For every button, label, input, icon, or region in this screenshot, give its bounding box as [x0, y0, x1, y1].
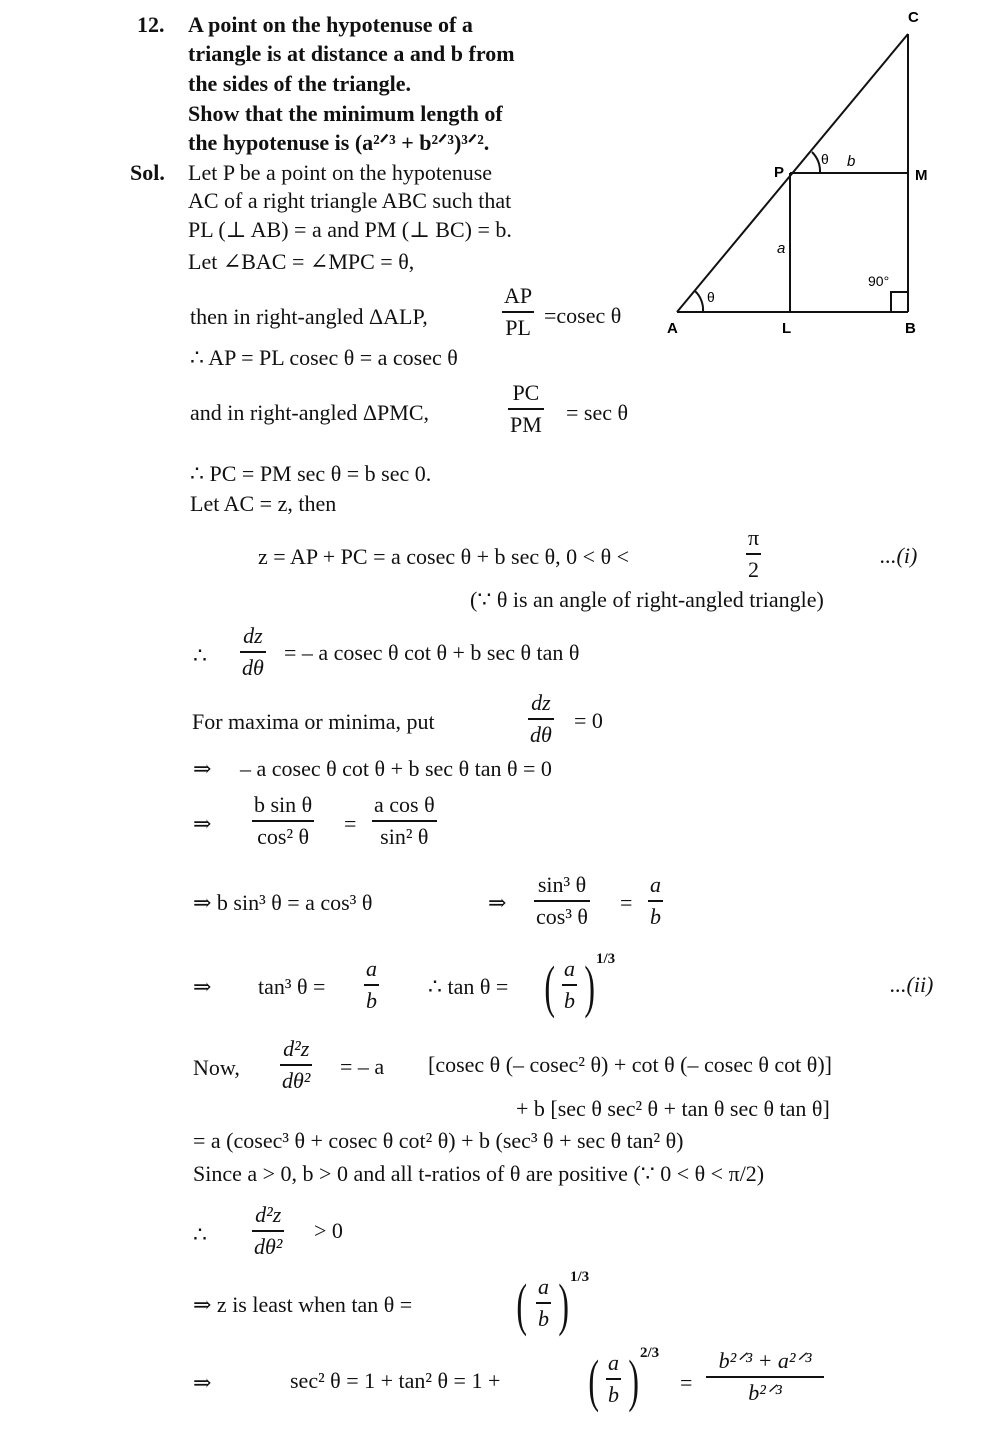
greater-than-zero: > 0	[314, 1218, 343, 1243]
d2z-dtheta2	[280, 1036, 312, 1094]
problem-line-1: A point on the hypotenuse of a	[188, 12, 473, 37]
right-paren: )	[584, 954, 595, 1019]
frac-num: dz	[243, 623, 263, 648]
frac-num: π	[748, 525, 760, 550]
d2z-dtheta2-2	[252, 1202, 284, 1260]
now-label: Now,	[193, 1055, 240, 1080]
frac-num: d²z	[255, 1202, 282, 1227]
label-b-length: b	[847, 153, 856, 170]
frac-num: sin³ θ	[537, 872, 587, 897]
frac-den: dθ²	[282, 1068, 311, 1093]
right-paren: )	[628, 1348, 639, 1413]
equation-5: ⇒ b sin³ θ = a cos³ θ	[193, 890, 373, 915]
pc-over-pm	[508, 380, 544, 438]
frac-num: AP	[504, 283, 533, 308]
exponent-one-third: 1/3	[570, 1269, 590, 1285]
equation-tag-ii: ...(ii)	[890, 972, 934, 997]
equals: =	[344, 811, 357, 836]
problem-line-5: the hypotenuse is (a²ᐟ³ + b²ᐟ³)³ᐟ².	[188, 130, 490, 155]
solution-line-5: then in right-angled ΔALP,	[190, 304, 428, 329]
angle-arc-a	[695, 291, 703, 312]
label-p: P	[774, 164, 785, 181]
acos-over-sin2	[372, 792, 437, 850]
ap-over-pl	[502, 283, 534, 341]
frac-den: PM	[510, 412, 542, 437]
frac-num: b sin θ	[254, 792, 313, 817]
frac-num: a	[538, 1274, 549, 1299]
bsin-over-cos2	[252, 792, 314, 850]
problem-number: 12.	[137, 12, 165, 37]
frac-den: PL	[505, 315, 531, 340]
left-paren: (	[544, 954, 555, 1019]
solution-line-7: and in right-angled ΔPMC,	[190, 400, 430, 425]
label-b: B	[905, 320, 916, 337]
label-theta-a: θ	[707, 289, 715, 305]
frac-num: PC	[512, 380, 540, 405]
frac-den: b	[564, 988, 575, 1013]
frac-den: b	[538, 1306, 549, 1331]
frac-num: dz	[531, 690, 551, 715]
sin3-over-cos3	[534, 872, 590, 930]
equals: =	[680, 1370, 693, 1395]
a-over-b	[648, 872, 663, 930]
solution-line-1: Let P be a point on the hypotenuse	[188, 160, 493, 185]
solution-line-8: ∴ PC = PM sec θ = b sec 0.	[190, 461, 432, 486]
frac-den: cos³ θ	[536, 904, 588, 929]
exponent-one-third: 1/3	[596, 951, 616, 967]
frac-num: b²ᐟ³ + a²ᐟ³	[718, 1348, 812, 1373]
solution-line-6: ∴ AP = PL cosec θ = a cosec θ	[190, 345, 458, 370]
left-paren: (	[588, 1348, 599, 1413]
frac-den: dθ	[242, 655, 264, 680]
equation-3: – a cosec θ cot θ + b sec θ tan θ = 0	[240, 756, 552, 781]
problem-line-2: triangle is at distance a and b from	[188, 41, 515, 66]
sec-squared-result	[706, 1348, 824, 1406]
solution-line-4: Let ∠BAC = ∠MPC = θ,	[188, 249, 415, 274]
exponent-two-thirds: 2/3	[640, 1345, 660, 1361]
triangle-diagram	[655, 0, 935, 345]
label-m: M	[915, 167, 928, 184]
equation-i-note: (∵ θ is an angle of right-angled triangle)	[470, 587, 824, 612]
therefore-symbol: ∴	[193, 643, 207, 668]
a-over-b	[606, 1350, 621, 1408]
frac-den: dθ²	[254, 1234, 283, 1259]
frac-num: a	[608, 1350, 619, 1375]
equation-tag-i: ...(i)	[880, 543, 918, 568]
second-derivative-line-3: = a (cosec³ θ + cosec θ cot² θ) + b (sec³ θ + sec θ tan² θ)	[193, 1128, 684, 1153]
frac-num: a	[564, 956, 575, 981]
a-over-b	[562, 956, 577, 1014]
solution-label: Sol.	[130, 160, 165, 185]
dz-dtheta-2	[528, 690, 554, 748]
dz-dtheta	[240, 623, 266, 681]
solution-line-9: Let AC = z, then	[190, 491, 337, 516]
therefore-tan: ∴ tan θ =	[428, 974, 509, 999]
frac-den: b²ᐟ³	[748, 1380, 782, 1405]
derivative-rhs: = – a cosec θ cot θ + b sec θ tan θ	[284, 640, 580, 665]
label-a: A	[667, 320, 678, 337]
label-l: L	[782, 320, 792, 337]
label-theta-p: θ	[821, 151, 829, 167]
positivity-statement: Since a > 0, b > 0 and all t-ratios of θ are positive (∵ 0 < θ < π/2)	[193, 1161, 765, 1186]
frac-den: b	[366, 988, 377, 1013]
frac-den: cos² θ	[257, 824, 310, 849]
frac-den: 2	[748, 557, 760, 582]
frac-den: b	[608, 1382, 619, 1407]
second-derivative-bracket: [cosec θ (– cosec² θ) + cot θ (– cosec θ cot θ)]	[428, 1052, 832, 1077]
angle-arc-p	[812, 152, 820, 173]
tan-cubed: tan³ θ =	[258, 974, 326, 999]
solution-line-2: AC of a right triangle ABC such that	[188, 188, 512, 213]
left-paren: (	[516, 1272, 527, 1337]
implies-symbol: ⇒	[193, 756, 212, 781]
equals: =	[620, 890, 633, 915]
equation-i: z = AP + PC = a cosec θ + b sec θ, 0 < θ <	[258, 544, 630, 569]
label-c: C	[908, 9, 919, 26]
frac-num: d²z	[283, 1036, 310, 1061]
second-derivative-line-2: + b [sec θ sec² θ + tan θ sec θ tan θ]	[516, 1096, 830, 1121]
implies-symbol: ⇒	[193, 974, 212, 999]
frac-den: sin² θ	[380, 824, 429, 849]
implies-symbol: ⇒	[488, 890, 507, 915]
frac-num: a	[366, 956, 377, 981]
frac-num: a	[650, 872, 661, 897]
right-angle-mark	[891, 292, 908, 312]
maxima-minima-text: For maxima or minima, put	[192, 709, 435, 734]
second-derivative-coef: = – a	[340, 1054, 385, 1079]
implies-symbol: ⇒	[193, 1370, 212, 1395]
a-over-b	[364, 956, 379, 1014]
right-paren: )	[558, 1272, 569, 1337]
label-right-angle: 90°	[868, 273, 890, 289]
problem-line-4: Show that the minimum length of	[188, 101, 503, 126]
solution-line-3: PL (⊥ AB) = a and PM (⊥ BC) = b.	[188, 217, 512, 242]
equals-zero: = 0	[574, 708, 603, 733]
pi-over-2	[746, 525, 761, 583]
sec-rhs: = sec θ	[566, 400, 629, 425]
problem-line-3: the sides of the triangle.	[188, 71, 412, 96]
a-over-b	[536, 1274, 551, 1332]
sec-squared: sec² θ = 1 + tan² θ = 1 +	[290, 1368, 501, 1393]
therefore-symbol: ∴	[193, 1222, 207, 1247]
label-a-length: a	[777, 240, 786, 257]
frac-den: dθ	[530, 722, 552, 747]
frac-num: a cos θ	[374, 792, 435, 817]
cosec-rhs: =cosec θ	[544, 303, 622, 328]
z-least-statement: ⇒ z is least when tan θ =	[193, 1292, 413, 1317]
frac-den: b	[650, 904, 661, 929]
implies-symbol: ⇒	[193, 811, 212, 836]
